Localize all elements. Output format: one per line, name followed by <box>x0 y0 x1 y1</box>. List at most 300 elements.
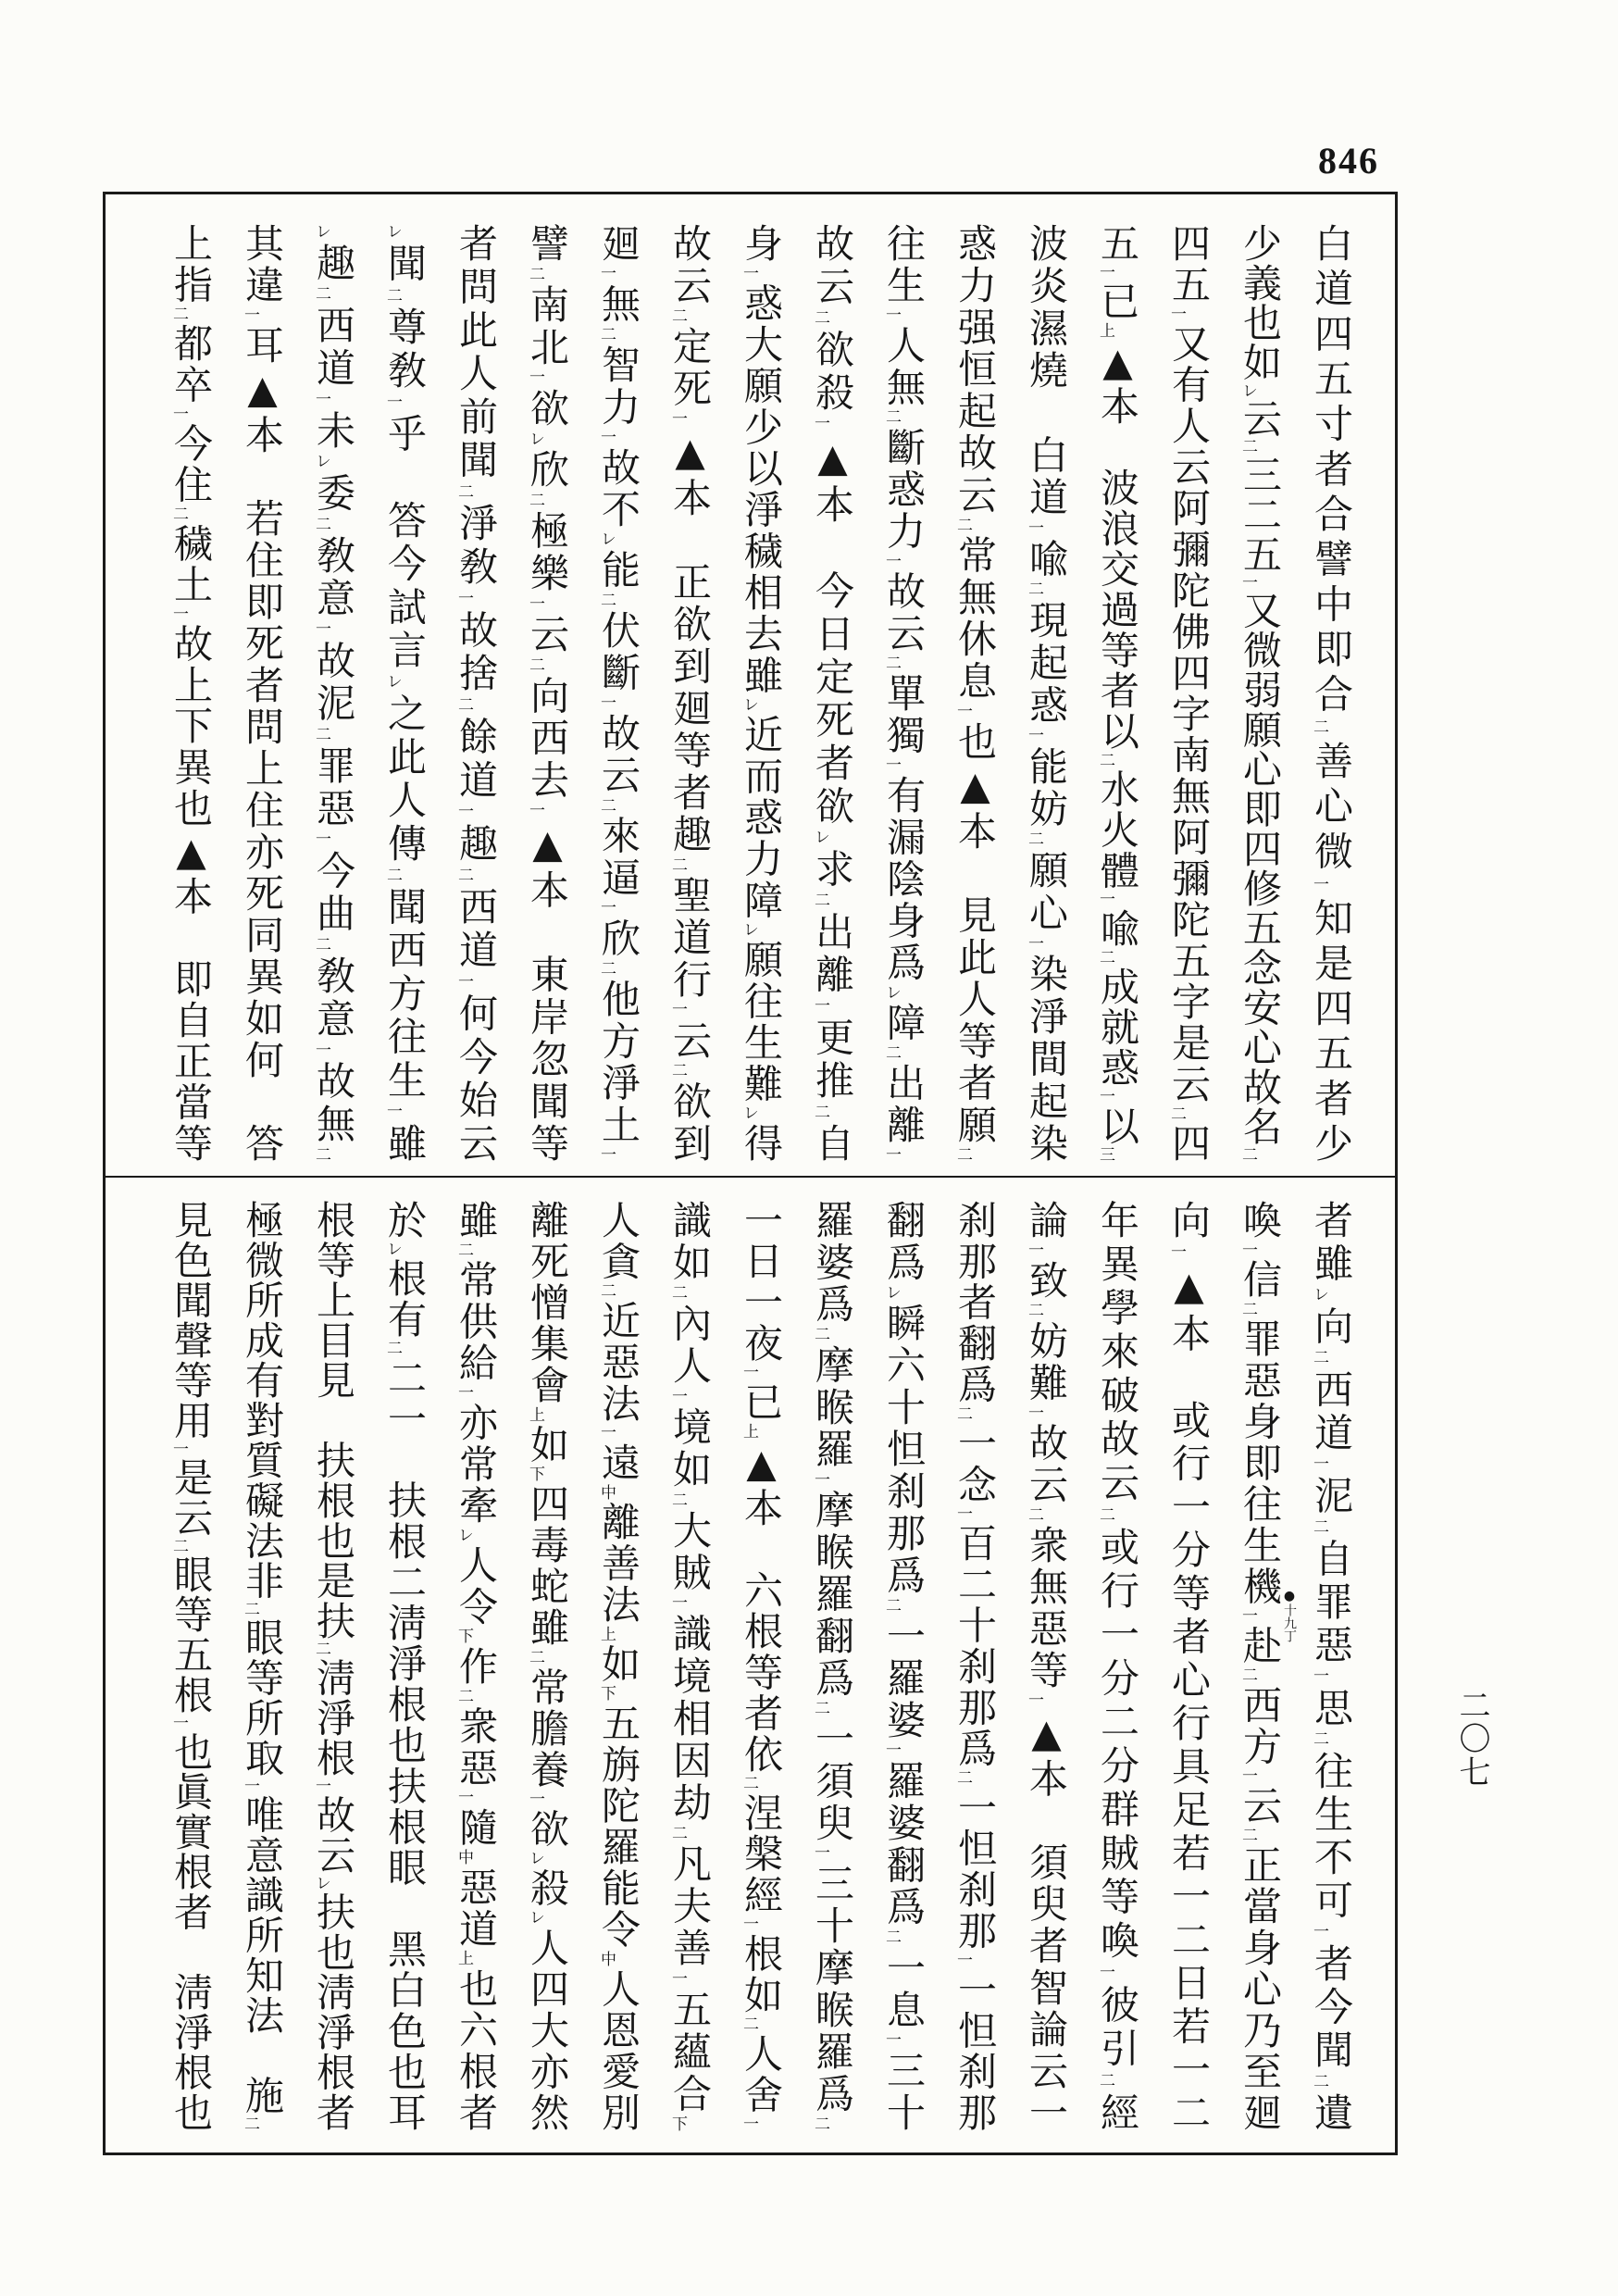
kunten-mark: 一 <box>312 830 330 851</box>
kunten-mark: 二 <box>454 866 473 887</box>
kunten-mark: 二 <box>241 2115 259 2131</box>
kunten-mark: 二 <box>1310 1730 1328 1751</box>
kunten-mark: 二 <box>668 1824 687 1844</box>
lower-column-12 <box>519 1200 575 2131</box>
kunten-mark: 一 <box>597 693 616 713</box>
main-text: 白道四五寸者合譬中即合 <box>1309 223 1354 719</box>
main-text: 波炎濕燒 白道 <box>1024 223 1069 519</box>
main-text: 喩 <box>1024 538 1069 581</box>
kunten-mark: レ <box>882 1283 901 1304</box>
main-text: 遺 <box>1309 2092 1354 2131</box>
kunten-mark: 一 <box>383 393 402 414</box>
main-text: 一怛刹那 <box>952 1787 998 1952</box>
kunten-mark: 二 <box>383 866 402 887</box>
main-text: 今曲 <box>311 850 356 936</box>
main-text: 其違 <box>240 223 285 306</box>
kunten-mark: 二 <box>1025 1505 1043 1525</box>
kunten-mark: 一 <box>882 1741 901 1761</box>
main-text: 喚 <box>1238 1200 1283 1242</box>
main-text: 往生不可 <box>1309 1751 1354 1924</box>
main-text: 赴 <box>1238 1625 1283 1667</box>
main-text: 故云 <box>881 570 927 655</box>
margin-page-label: 二〇七 <box>1453 1689 1490 1789</box>
kunten-mark: 一 <box>1238 1607 1257 1626</box>
main-text: 出離 <box>881 1062 927 1147</box>
kunten-mark: 二 <box>1167 1104 1186 1124</box>
kunten-mark: レ <box>740 921 758 940</box>
main-text: 極微所成有對質礙法非 <box>240 1200 285 1601</box>
main-text: 如 <box>525 1424 570 1466</box>
main-text: 身 <box>739 223 784 265</box>
kunten-mark: 一 <box>1310 1923 1328 1943</box>
main-text: 惡道 <box>454 1866 499 1951</box>
main-text: 故無 <box>311 1060 356 1147</box>
main-text: 人舍 <box>739 2033 784 2116</box>
lower-column-13 <box>448 1200 504 2131</box>
kunten-mark: 下 <box>454 1628 473 1647</box>
main-text: 西方 <box>1238 1684 1283 1767</box>
kunten-mark: 二 <box>454 1687 473 1706</box>
folio-note: ●十九丁 <box>1282 1589 1297 1642</box>
kunten-mark: 一 <box>953 1504 972 1524</box>
kunten-mark: 二 <box>1238 1300 1257 1319</box>
main-text: 又微弱願心即四修五念安心故名 <box>1238 590 1283 1147</box>
kunten-mark: 一 <box>811 1844 829 1864</box>
kunten-mark: 一 <box>454 1383 473 1403</box>
kunten-mark: 一 <box>241 1778 259 1795</box>
main-text: 都卒 <box>168 323 214 406</box>
main-text: 他方淨土 <box>596 979 641 1147</box>
kunten-mark: 二 <box>526 491 544 511</box>
upper-column-2 <box>1232 223 1288 1162</box>
main-text: 四五 <box>1166 223 1212 306</box>
kunten-mark: 二 <box>169 505 188 524</box>
main-text: 扶也淸淨根者 <box>311 1891 356 2131</box>
kunten-mark: 一 <box>312 1778 330 1795</box>
main-text: 如 <box>596 1643 641 1685</box>
main-text: 彼引 <box>1095 1984 1140 2072</box>
kunten-mark: 二 <box>312 1641 330 1658</box>
main-text: 羅婆翻爲 <box>881 1760 927 1929</box>
kunten-mark: 一 <box>526 368 544 389</box>
main-text: 向 <box>1166 1200 1212 1243</box>
main-text: 云 <box>1238 398 1283 439</box>
kunten-mark: 一 <box>668 1594 687 1614</box>
kunten-mark: 二 <box>882 1928 901 1948</box>
kunten-mark: レ <box>597 530 616 550</box>
main-text: 又有人云阿彌陀佛四字南無阿彌陀五字是云 <box>1166 323 1212 1105</box>
kunten-mark: 二 <box>1310 1518 1328 1539</box>
main-text: ▲本 須臾者智論云一 <box>1024 1710 1069 2131</box>
kunten-mark: 一 <box>1238 573 1257 591</box>
kunten-mark: 二 <box>1096 2071 1114 2093</box>
lower-column-1 <box>1303 1200 1359 2131</box>
main-text: 已 <box>1095 281 1140 322</box>
kunten-mark: 二 <box>882 1596 901 1616</box>
main-text: 眼等五根 <box>168 1554 214 1716</box>
upper-column-13 <box>448 223 504 1162</box>
main-text: 人恩愛別 <box>596 1968 641 2131</box>
main-text: 自罪惡 <box>1309 1538 1354 1668</box>
main-text: 摩睺羅翻爲 <box>810 1490 855 1700</box>
main-text: 今住 <box>168 423 214 505</box>
upper-column-17 <box>163 223 218 1162</box>
kunten-mark: 一 <box>1238 1241 1257 1260</box>
lower-column-6 <box>947 1200 1002 2131</box>
main-text: 穢土 <box>168 523 214 606</box>
upper-column-4 <box>1089 223 1145 1162</box>
lower-column-5 <box>1018 1200 1074 2131</box>
kunten-mark: 一 <box>597 265 616 284</box>
kunten-mark: 二 <box>811 308 829 330</box>
kunten-mark: 二 <box>1238 1666 1257 1685</box>
lower-column-7 <box>876 1200 931 2131</box>
main-text: 者今聞 <box>1309 1942 1354 2073</box>
kunten-mark: 一 <box>811 415 829 435</box>
main-text: 故云 <box>596 712 641 797</box>
lower-column-14 <box>377 1200 432 2131</box>
kunten-mark: 二 <box>454 482 473 504</box>
kunten-mark: 二 <box>1238 1146 1257 1162</box>
kunten-mark: 一 <box>740 264 758 283</box>
kunten-mark: 二 <box>597 1282 616 1301</box>
main-text: 常膽養 <box>525 1666 570 1791</box>
main-text: 聖道行 <box>667 875 713 1002</box>
kunten-mark: 二 <box>312 515 330 535</box>
main-text: 欲 <box>525 1808 570 1851</box>
kunten-mark: 二 <box>811 1326 829 1345</box>
kunten-mark: 二 <box>312 1146 330 1162</box>
kunten-mark: レ <box>811 828 829 849</box>
kunten-mark: 一 <box>953 702 972 721</box>
main-text: 唯意識所知法 施 <box>240 1794 285 2116</box>
kunten-mark: 二 <box>953 1404 972 1424</box>
main-text: 知是四五者少 <box>1309 897 1354 1162</box>
kunten-mark: 二 <box>383 286 402 307</box>
kunten-mark: 一 <box>597 1424 616 1442</box>
main-text: 隨 <box>454 1806 499 1849</box>
main-text: 耳▲本 若住即死者問上住亦死同異如何 答 <box>240 325 285 1162</box>
main-text: 出離 <box>810 911 855 998</box>
kunten-mark: 一 <box>169 1715 188 1732</box>
main-text: 西道 <box>1309 1368 1354 1455</box>
lower-column-16 <box>234 1200 290 2131</box>
main-text: 淨敎 <box>454 503 499 590</box>
kunten-mark: レ <box>383 673 402 693</box>
main-text: 遠 <box>596 1441 641 1484</box>
main-text: 故云 <box>810 223 855 309</box>
main-text: 譬 <box>525 223 570 266</box>
upper-column-10 <box>662 223 717 1162</box>
kunten-mark: 一 <box>241 306 259 325</box>
main-text: 故云 <box>667 223 713 307</box>
register-divider <box>103 1176 1398 1178</box>
main-text: 根有 <box>382 1258 428 1341</box>
kunten-mark: 二 <box>740 2015 758 2034</box>
main-text: ▲本 波浪交過等者以 <box>1095 339 1140 752</box>
upper-column-8 <box>804 223 860 1162</box>
main-text: 現起惑 <box>1024 600 1069 728</box>
kunten-mark: 二 <box>312 725 330 745</box>
kunten-mark: 一 <box>454 803 473 823</box>
main-text: 智力 <box>596 344 641 429</box>
kunten-mark: 一 <box>1167 305 1186 324</box>
main-text: 三十摩睺羅爲 <box>810 1863 855 2115</box>
main-text: 妨難 <box>1024 1320 1069 1404</box>
kunten-mark: 一 <box>668 1387 687 1407</box>
main-text: 三二五 <box>1238 455 1283 574</box>
main-text: 也眞實根者 淸淨根也 <box>168 1731 214 2131</box>
main-text: 欣 <box>596 917 641 960</box>
main-text: 羅婆爲 <box>810 1200 855 1327</box>
kunten-mark: レ <box>312 453 330 473</box>
kunten-mark: 一 <box>597 428 616 447</box>
kunten-mark: 二 <box>1096 949 1114 967</box>
kunten-mark: 一 <box>454 1789 473 1807</box>
main-text: 水火體 <box>1095 768 1140 892</box>
lower-column-4 <box>1089 1200 1145 2131</box>
kunten-mark: 二 <box>1310 2072 1328 2093</box>
main-text: 伏斷 <box>596 610 641 694</box>
upper-column-5 <box>1018 223 1074 1162</box>
main-text: 已 <box>739 1381 784 1423</box>
main-text: 染淨間起染 <box>1024 954 1069 1162</box>
main-text: 喩 <box>1095 908 1140 950</box>
main-text: 五旃陀羅能令 <box>596 1703 641 1951</box>
upper-column-6 <box>947 223 1002 1162</box>
lower-column-10 <box>662 1200 717 2131</box>
main-text: 云 <box>525 614 570 656</box>
upper-column-15 <box>305 223 361 1162</box>
main-text: 上指 <box>168 223 214 306</box>
kunten-mark: 二 <box>668 1284 687 1304</box>
kunten-mark: レ <box>312 223 330 243</box>
main-text: 百二十刹那爲 <box>952 1523 998 1770</box>
kunten-mark: 二 <box>740 1775 758 1793</box>
main-text: 或行一分二分群賊等喚 <box>1095 1526 1140 1965</box>
main-text: 凡夫善 <box>667 1843 713 1970</box>
kunten-mark: 一 <box>169 405 188 424</box>
main-text: 善心微 <box>1309 741 1354 877</box>
main-text: 近而惑力障 <box>739 714 784 922</box>
kunten-mark: 下 <box>597 1684 616 1703</box>
kunten-mark: 三 <box>1096 1146 1114 1162</box>
main-text: 求 <box>810 848 855 892</box>
main-text: 亦常牽 <box>454 1402 499 1527</box>
main-text: 經 <box>1095 2092 1140 2131</box>
main-text: 罪惡 <box>311 745 356 831</box>
lower-column-17 <box>163 1200 218 2131</box>
kunten-mark: 一 <box>953 1951 972 1970</box>
main-text: 欣 <box>525 449 570 492</box>
kunten-mark: 二 <box>1025 580 1043 601</box>
main-text: 極樂 <box>525 510 570 595</box>
main-text: 見色聞聲等用 <box>168 1200 214 1441</box>
kunten-mark: 二 <box>1096 1505 1114 1527</box>
upper-column-14 <box>377 223 432 1162</box>
main-text: 大賊 <box>667 1510 713 1595</box>
kunten-mark: 二 <box>312 935 330 956</box>
kunten-mark: 二 <box>882 408 901 428</box>
main-text: 之此人傳 <box>382 693 428 867</box>
kunten-mark: 一 <box>740 1915 758 1934</box>
kunten-mark: 一 <box>1025 1691 1043 1711</box>
lower-column-8 <box>804 1200 860 2131</box>
main-text: 能 <box>596 549 641 592</box>
main-text: 根等上目見 扶根也是扶 <box>311 1200 356 1641</box>
kunten-mark: 一 <box>1025 1404 1043 1423</box>
main-text: 識如 <box>667 1200 713 1285</box>
main-text: 以 <box>1095 1105 1140 1147</box>
main-text: 淸淨根 <box>311 1657 356 1778</box>
upper-column-1 <box>1303 223 1359 1162</box>
kunten-mark: 一 <box>740 1364 758 1382</box>
kunten-mark: レ <box>882 983 901 1003</box>
kunten-mark: 二 <box>454 1241 473 1260</box>
kunten-mark: 一 <box>1025 727 1043 746</box>
kunten-mark: 一 <box>1025 1242 1043 1261</box>
kunten-mark: 上 <box>597 1625 616 1644</box>
main-text: 更推 <box>810 1017 855 1104</box>
main-text: ▲本 今日定死者欲 <box>810 434 855 829</box>
kunten-mark: 二 <box>1096 751 1114 769</box>
main-text: ▲本 六根等者依 <box>739 1440 784 1776</box>
kunten-mark: 二 <box>1310 1349 1328 1369</box>
main-text: 聞 <box>382 243 428 287</box>
kunten-mark: 二 <box>597 325 616 345</box>
kunten-mark: 二 <box>811 891 829 912</box>
main-text: 趣 <box>454 823 499 867</box>
kunten-mark: 一 <box>312 390 330 411</box>
main-text: 人四大亦然 <box>525 1927 570 2131</box>
main-text: 西道 <box>311 305 356 391</box>
main-text: 者問此人前聞 <box>454 223 499 483</box>
main-text: 得 <box>739 1123 784 1162</box>
main-text: 離善法 <box>596 1502 641 1626</box>
kunten-mark: 二 <box>668 1491 687 1511</box>
main-text: 四毒蛇雖 <box>525 1483 570 1649</box>
kunten-mark: 一 <box>811 1470 829 1490</box>
kunten-mark: 二 <box>1025 830 1043 851</box>
main-text: 年異學來破故云 <box>1095 1200 1140 1506</box>
kunten-mark: 一 <box>312 620 330 641</box>
kunten-mark: 一 <box>383 1103 402 1123</box>
kunten-mark: 二 <box>811 1699 829 1719</box>
upper-column-3 <box>1161 223 1216 1162</box>
kunten-mark: 一 <box>526 1791 544 1809</box>
kunten-mark: 一 <box>1025 518 1043 539</box>
main-text: 正當身心乃至廻 <box>1238 1844 1283 2131</box>
main-text: 內人 <box>667 1303 713 1388</box>
main-text: 少義也如 <box>1238 223 1283 382</box>
main-text: 欲殺 <box>810 329 855 416</box>
kunten-mark: 二 <box>169 305 188 324</box>
kunten-mark: レ <box>526 1909 544 1928</box>
main-text: 涅槃經 <box>739 1792 784 1916</box>
kunten-mark: 二 <box>882 654 901 674</box>
main-text: 障 <box>881 1002 927 1044</box>
kunten-mark: 二 <box>1310 718 1328 742</box>
kunten-mark: 一 <box>882 756 901 776</box>
kunten-mark: 上 <box>740 1422 758 1441</box>
kunten-mark: 二 <box>597 959 616 980</box>
kunten-mark: 一 <box>454 973 473 993</box>
main-text: 乎 答今試言 <box>382 413 428 673</box>
lower-column-3 <box>1161 1200 1216 2131</box>
kunten-mark: 一 <box>312 1041 330 1061</box>
upper-column-9 <box>733 223 789 1162</box>
lower-column-11 <box>591 1200 646 2131</box>
kunten-mark: 二 <box>526 1648 544 1667</box>
main-text: 欲到 <box>667 1080 713 1162</box>
kunten-mark: 一 <box>454 589 473 610</box>
kunten-mark: レ <box>1238 381 1257 399</box>
main-text: 單獨 <box>881 673 927 757</box>
main-text: 南北 <box>525 284 570 369</box>
kunten-mark: レ <box>1310 1286 1328 1306</box>
main-text: 翻爲 <box>881 1200 927 1284</box>
kunten-mark: 一 <box>811 997 829 1017</box>
kunten-mark: 下 <box>526 1465 544 1484</box>
main-text: 五蘊合 <box>667 1989 713 2116</box>
main-text: 惑大願少以淨穢相去雖 <box>739 282 784 697</box>
kunten-mark: レ <box>740 1104 758 1124</box>
upper-column-12 <box>519 223 575 1162</box>
kunten-mark: レ <box>383 1241 402 1259</box>
main-text: 雖 <box>454 1200 499 1242</box>
main-text: 西道 <box>454 886 499 973</box>
main-text: 也六根者 <box>454 1967 499 2131</box>
main-text: 論 <box>1024 1200 1069 1242</box>
main-text: 尊敎 <box>382 306 428 393</box>
kunten-mark: 一 <box>882 1146 901 1162</box>
kunten-mark: レ <box>383 223 402 243</box>
kunten-mark: 二 <box>526 265 544 285</box>
main-text: 三十 <box>881 2050 927 2131</box>
upper-column-11 <box>591 223 646 1162</box>
kunten-mark: 一 <box>597 1146 616 1162</box>
main-text: 敎意 <box>311 955 356 1042</box>
kunten-mark: 一 <box>1096 891 1114 909</box>
kunten-mark: 一 <box>882 2031 901 2051</box>
main-text: 境如 <box>667 1406 713 1491</box>
main-text: 刹那者翻爲 <box>952 1200 998 1405</box>
kunten-mark: 二 <box>241 1600 259 1618</box>
main-text: 罪惡身即往生機 <box>1238 1318 1283 1608</box>
main-text: 云 <box>667 1019 713 1063</box>
main-text: 故云 <box>311 1794 356 1876</box>
kunten-mark: 二 <box>1025 1302 1043 1321</box>
main-text: 一羅婆 <box>881 1616 927 1742</box>
main-text: 瞬六十怛刹那爲 <box>881 1303 927 1597</box>
kunten-mark: 一 <box>597 899 616 918</box>
main-text: 故上下異也▲本 即自正當等 <box>168 623 214 1162</box>
main-text: 信 <box>1238 1259 1283 1301</box>
main-text: 願往生難 <box>739 939 784 1105</box>
kunten-mark: 二 <box>597 591 616 611</box>
main-text: 定死 <box>667 326 713 411</box>
kunten-mark: 二 <box>383 1340 402 1358</box>
kunten-mark: レ <box>740 696 758 715</box>
main-text: 向 <box>1309 1305 1354 1350</box>
kunten-mark: 一 <box>668 1969 687 1990</box>
kunten-mark: 一 <box>169 605 188 624</box>
kunten-mark: 一 <box>1238 1766 1257 1786</box>
kunten-mark: 二 <box>882 1043 901 1063</box>
kunten-mark: 一 <box>1096 1088 1114 1106</box>
kunten-mark: 一 <box>1096 263 1114 281</box>
kunten-mark: 二 <box>1238 438 1257 455</box>
